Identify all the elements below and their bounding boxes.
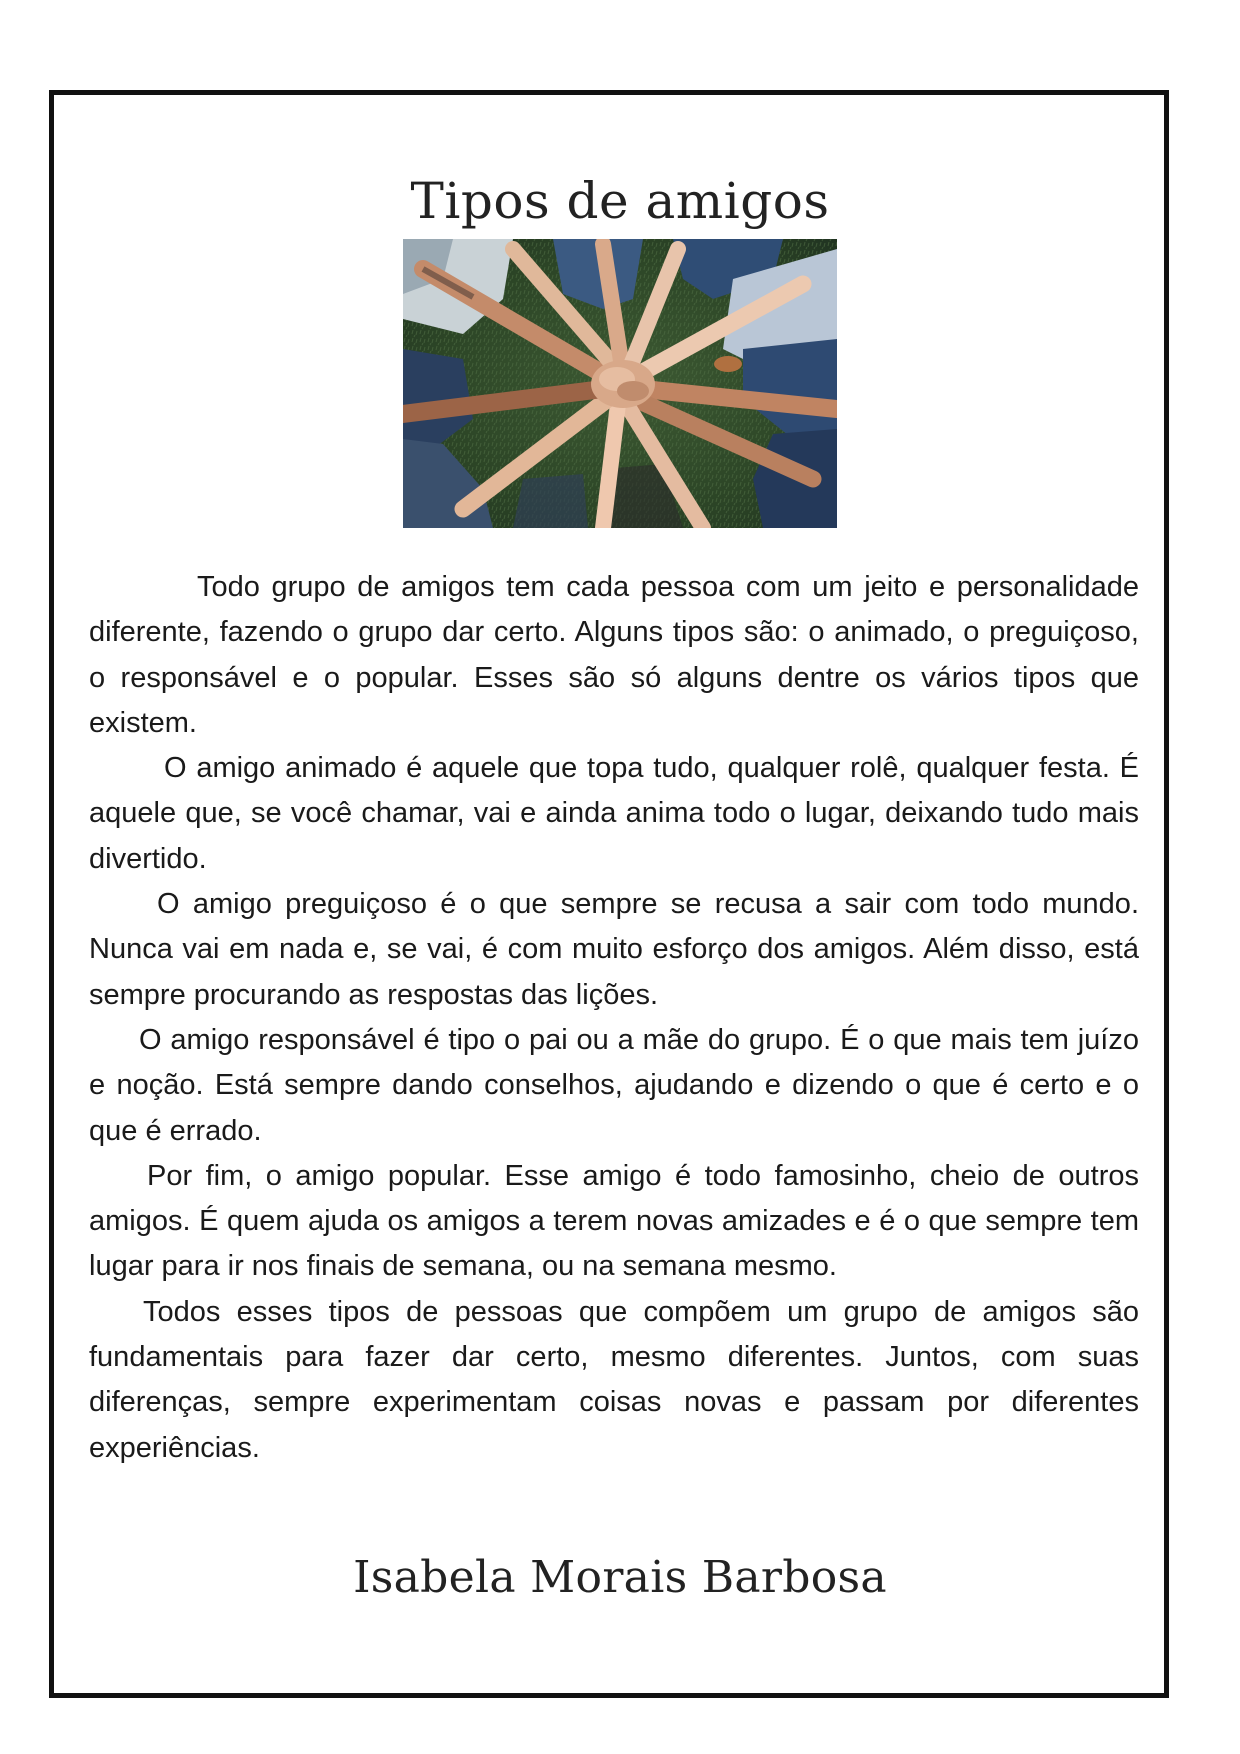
author-name: Isabela Morais Barbosa	[353, 1552, 887, 1603]
paragraph-animated-friend: O amigo animado é aquele que topa tudo, qualquer rolê, qualquer festa. É aquele que, se você chamar, vai e ainda anima todo o lugar, deixando tudo mais divertido.	[89, 752, 1139, 875]
paragraph-conclusion: Todos esses tipos de pessoas que compõem um grupo de amigos são fundamentais para fazer dar certo, mesmo diferentes. Juntos, com suas diferenças, sempre experimentam coisas novas e passam por diferentes experiências.	[89, 1295, 1139, 1464]
paragraph-popular-friend: Por fim, o amigo popular. Esse amigo é todo famosinho, cheio de outros amigos. É quem ajuda os amigos a terem novas amizades e é o que sempre tem lugar para ir nos finais de semana, ou na semana mesmo.	[89, 1159, 1139, 1283]
document-body	[89, 565, 1139, 1471]
friends-hands-photo	[403, 239, 837, 528]
paragraph-responsible-friend: O amigo responsável é tipo o pai ou a mãe do grupo. É o que mais tem juízo e noção. Está sempre dando conselhos, ajudando e dizendo o que é certo e o que é errado.	[89, 1023, 1139, 1147]
paragraph-lazy-friend: O amigo preguiçoso é o que sempre se recusa a sair com todo mundo. Nunca vai em nada e, se vai, é com muito esforço dos amigos. Além disso, está sempre procurando as respostas das lições.	[89, 888, 1139, 1011]
paragraph-intro: Todo grupo de amigos tem cada pessoa com um jeito e personalidade diferente, fazendo o grupo dar certo. Alguns tipos são: o animado, o preguiçoso, o responsável e o popular. Esses são só alguns dentre os vários tipos que existem.	[89, 571, 1139, 739]
hands-together-icon	[403, 239, 837, 528]
document-title: Tipos de amigos	[410, 171, 830, 230]
